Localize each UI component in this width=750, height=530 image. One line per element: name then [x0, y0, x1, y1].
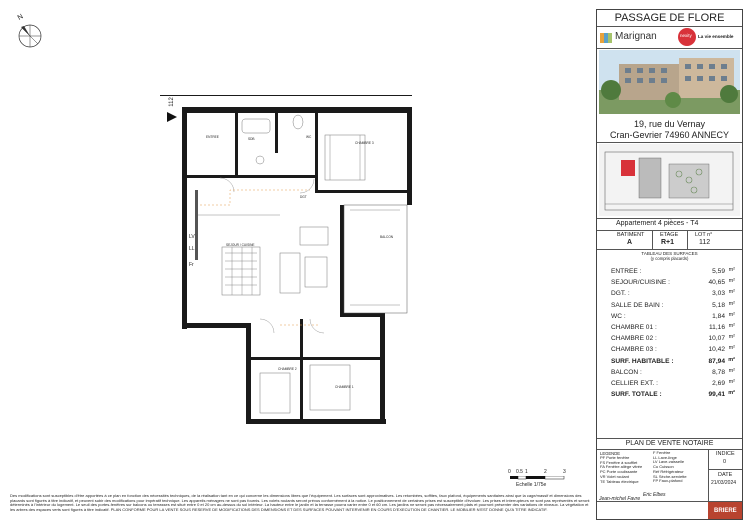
room-label-chambre2: CHAMBRE 2 — [278, 367, 297, 371]
site-plan-image — [599, 144, 740, 216]
legend-item: FA Fenêtre allège vitrée — [600, 464, 643, 470]
signature-elbes: Eric Elbes — [643, 492, 666, 498]
surface-value: 5,59 — [712, 268, 725, 275]
date-value: 21/03/2024 — [711, 480, 737, 486]
surface-value: 10,42 — [708, 346, 725, 354]
site-plan-map — [599, 144, 740, 216]
legend-right — [653, 451, 687, 484]
surface-value: 87,94 — [708, 357, 725, 365]
surface-unit: m² — [728, 334, 735, 341]
surface-unit: m² — [728, 311, 735, 318]
room-label-dgt: DGT — [300, 195, 307, 199]
label-ll: LL — [189, 246, 195, 252]
scale-tick-05: 0.5 — [516, 469, 523, 475]
legend-item: LV Lave-vaisselle — [653, 459, 685, 465]
legend-item: Réf Réfrigérateur — [653, 468, 684, 474]
project-title: PASSAGE DE FLORE — [614, 12, 725, 24]
date-label: DATE — [718, 472, 733, 478]
vie-ensemble-label: La vie ensemble — [698, 34, 734, 39]
section-marker-icon — [167, 110, 179, 124]
meta-value-batiment: A — [627, 239, 633, 246]
meta-value-lot: 112 — [699, 239, 711, 246]
address-line2: Cran-Gevrier 74960 ANNECY — [609, 130, 730, 140]
plan-marker-label: 112 — [168, 97, 175, 107]
surface-unit: m² — [728, 379, 735, 385]
marignan-logo-icon — [600, 31, 614, 45]
surface-label: CHAMBRE 02 : — [611, 335, 657, 343]
surface-label: ENTREE : — [611, 268, 642, 275]
legend-item: PC Porte coulissante — [600, 469, 638, 475]
room-label-chambre3: CHAMBRE 3 — [355, 141, 374, 145]
meta-value-etage: R+1 — [661, 239, 675, 246]
floor-plan — [160, 95, 430, 435]
surface-label: CELLIER EXT. : — [611, 380, 658, 387]
scale-tick-1: 1 — [525, 469, 528, 475]
scale-tick-3: 3 — [563, 469, 566, 475]
surface-unit: m² — [728, 367, 735, 374]
legend-item: FS Fenêtre à soufflet — [600, 459, 638, 465]
legend-item: SL Sèche-serviette — [653, 473, 687, 479]
plan-title: PLAN DE VENTE NOTAIRE — [625, 440, 714, 447]
surface-label: CHAMBRE 01 : — [611, 324, 657, 331]
surface-unit: m² — [728, 390, 735, 397]
surface-value: 11,16 — [708, 324, 725, 331]
surface-label: SURF. HABITABLE : — [611, 357, 674, 365]
marignan-name: Marignan — [615, 31, 657, 42]
legend-left — [600, 456, 642, 484]
surfaces-subtitle: (y compris placards) — [650, 256, 689, 261]
legend-item: FP Faux-plafond — [653, 478, 683, 484]
legend-item: Cu Cuisson — [653, 464, 674, 470]
label-fr: Fr — [189, 262, 194, 268]
legend-item: TE Tableau électrique — [600, 478, 639, 484]
label-lv: LV — [189, 234, 195, 240]
scale-bar — [508, 468, 593, 492]
surface-unit: m² — [728, 289, 735, 296]
legend-item: LL Lave-linge — [653, 454, 677, 460]
legend-item: VR Volet roulant — [600, 473, 629, 479]
surface-unit: m² — [728, 267, 735, 273]
surface-value: 99,41 — [708, 391, 725, 399]
compass — [10, 14, 50, 54]
disclaimer-paragraph-2: PLAN CONFORME POUR LA VENTE SOUS RESERVE DE MODIFICATIONS DES DIMENSIONS ET DES SURFACES POUVANT INTERVENIR EN COURS D'EXECUTION DE CHANTIER. LE MOBILIER N'EST DONNE QU'A TITRE INDICATIF. — [110, 506, 548, 512]
surface-label: BALCON : — [611, 368, 642, 376]
legend-item: PF Porte fenêtre — [600, 455, 630, 460]
disclaimer-text — [10, 494, 593, 512]
briere-label: BRIERE — [714, 508, 737, 514]
scale-tick-2: 2 — [544, 469, 547, 475]
surface-label: DGT. : — [611, 290, 630, 298]
plan-marker — [167, 110, 179, 129]
surface-value: 2,69 — [712, 380, 725, 387]
floor-plan-drawing — [160, 95, 430, 435]
room-label-sdb: SDB — [248, 137, 255, 141]
building-rendering-image — [599, 50, 740, 114]
scale-label: Echelle 1/75e — [516, 482, 547, 488]
surface-label: SALLE DE BAIN : — [611, 301, 664, 309]
compass-rose-icon — [10, 14, 50, 54]
building-rendering — [599, 50, 740, 114]
surface-unit: m² — [728, 278, 735, 285]
meta-header-lot: LOT n° — [695, 232, 713, 238]
surface-unit: m² — [728, 300, 735, 307]
surface-label: WC : — [611, 312, 626, 320]
indice-label: INDICE — [716, 451, 735, 457]
indice-value: 0 — [723, 459, 727, 465]
surface-value: 8,78 — [712, 368, 725, 376]
nexity-logo — [678, 28, 696, 46]
north-label: N — [16, 13, 25, 22]
scale-tick-0: 0 — [508, 469, 511, 475]
surface-unit: m² — [728, 356, 735, 363]
title-block — [596, 9, 743, 520]
surface-label: CHAMBRE 03 : — [611, 346, 657, 354]
legend-title: LEGENDE — [600, 451, 621, 456]
meta-header-etage: ETAGE — [660, 232, 679, 238]
surface-value: 1,84 — [712, 312, 725, 320]
room-label-sejour: SEJOUR / CUISINE — [226, 243, 255, 247]
surface-value: 5,18 — [712, 301, 725, 309]
briere-logo — [708, 502, 742, 519]
surface-unit: m² — [728, 345, 735, 352]
surface-unit: m² — [728, 323, 735, 329]
room-label-entree: ENTREE — [206, 135, 219, 139]
room-label-chambre1: CHAMBRE 1 — [335, 385, 354, 389]
disclaimer-paragraph: Des modifications sont susceptibles d'être apportées à ce plan en fonction des nécessités techniques, de la réalisation tant en ce qui concerne les dimensions libres que l'équipement. Les surfaces sont approximatives. Les retombées, soffites, faux plafond, équipements sanitaires ainsi que la cage/massif et dimensions des placards sont figurés à titre indicatif, et peuvent subir des modifications pour impératif technique. Les appareils ménagers ne sont pas fournis. Les volets roulants seront prévus conformément à la notice. Le positionnement de certaines prises est susceptible d'évoluer. Les prises et interrupteurs ne sont pas représentés et seront déterminés à l'intérieur du logement. Le seuil des portes-fenêtres sur balcons ou terrasses est situé entre 0 et 20 cm au-dessus du sol intérieur. La hauteur entre le jardin et la terrasse pourra varier entre 0 et 60 cm. Les jardins ne seront pas nécessairement plats et pourront présenter des variations de niveaux. La végétation et les arbres des espaces verts sont figurés à titre indicatif. — [10, 493, 590, 512]
surfaces-title: TABLEAU DES SURFACES — [641, 251, 698, 256]
surface-value: 10,07 — [708, 335, 725, 343]
meta-header-batiment: BATIMENT — [617, 232, 645, 238]
surface-label: SURF. TOTALE : — [611, 391, 662, 399]
room-label-wc: WC — [306, 135, 312, 139]
surface-label: SEJOUR/CUISINE : — [611, 279, 670, 287]
address-line1: 19, rue du Vernay — [633, 119, 706, 129]
nexity-label: nexity — [680, 33, 692, 38]
legend-item: F Fenêtre — [653, 450, 671, 455]
room-label-balcon: BALCON — [380, 235, 394, 239]
apartment-type: Appartement 4 pièces - T4 — [616, 220, 699, 227]
signature-favre: Jean-michel Favre — [599, 496, 641, 502]
surface-value: 40,65 — [708, 279, 725, 287]
surface-value: 3,03 — [712, 290, 725, 298]
